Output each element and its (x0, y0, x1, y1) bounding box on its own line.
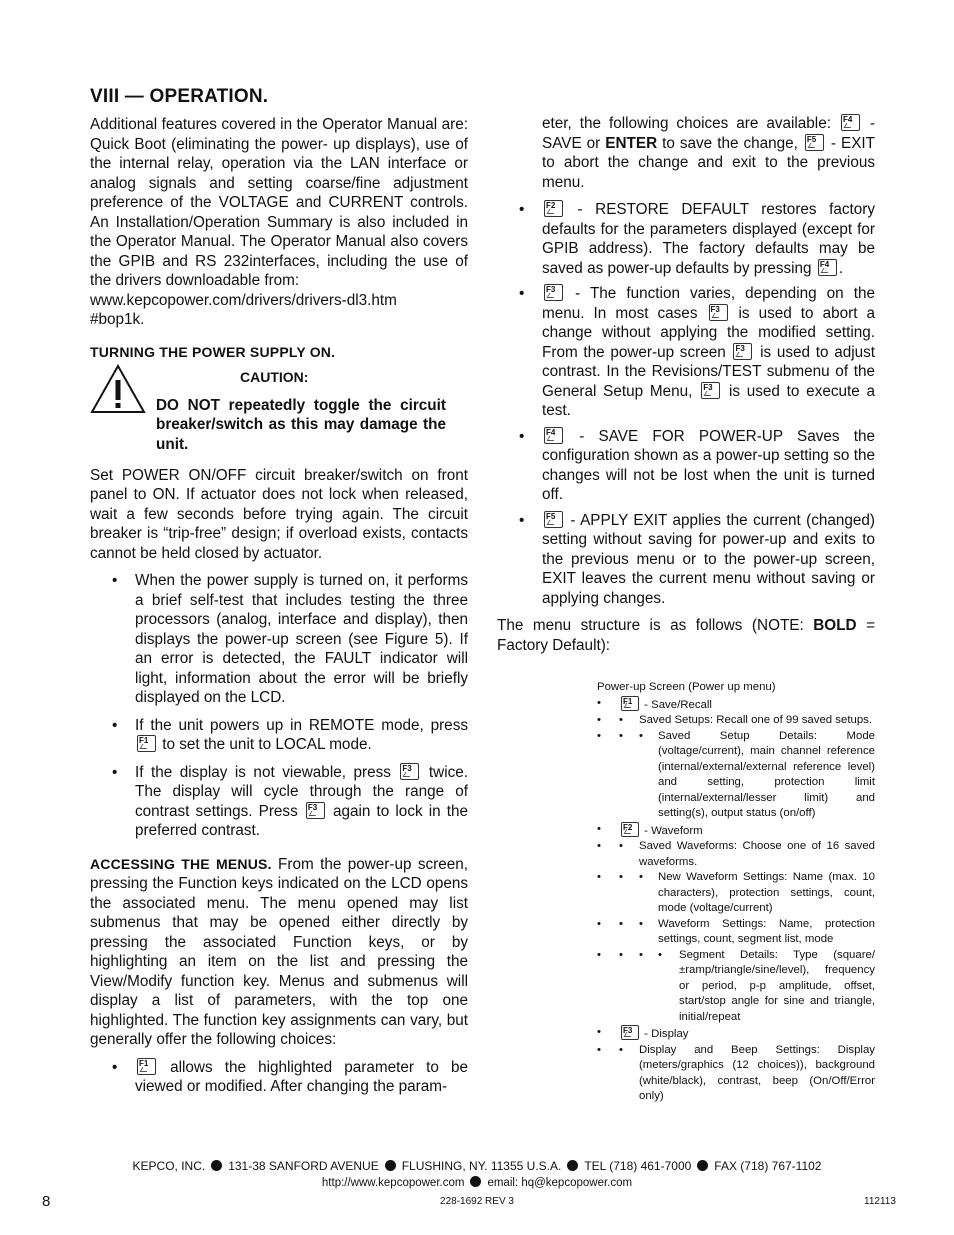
footer-address: 131-38 SANFORD AVENUE (228, 1159, 379, 1173)
accessing-heading: ACCESSING THE MENUS. (90, 855, 272, 872)
bullet-dot: • (619, 729, 623, 742)
bullet-dot: • (112, 1058, 118, 1076)
key-label: F3 (307, 802, 318, 812)
list-item (497, 511, 875, 609)
caution-block (90, 364, 468, 456)
footer-company: KEPCO, INC. (132, 1159, 206, 1173)
menu-item-f1 (597, 696, 875, 714)
bullet-text: to set the unit to LOCAL mode. (162, 736, 372, 753)
text: eter, the following choices are available: (542, 115, 831, 132)
text: to save the change, (662, 134, 798, 152)
bullet-dot: • (619, 714, 623, 726)
bullet-dot: • (597, 871, 601, 883)
f3-key-icon (400, 763, 419, 780)
bullet-dot: • (597, 729, 601, 742)
footer-code: 112113 (864, 1196, 896, 1207)
footer-city: FLUSHING, NY. 11355 U.S.A. (401, 1159, 562, 1173)
bullet-dot: • (639, 871, 643, 883)
key-label: F3 (546, 285, 556, 294)
bullet-dot: • (658, 948, 662, 961)
menu-item-new-waveform (597, 870, 875, 917)
bullet-dot: • (112, 716, 118, 734)
f1-key-icon (137, 735, 156, 752)
list-item (90, 763, 468, 841)
footer-doc-rev: 228-1692 REV 3 (440, 1196, 514, 1207)
bullet-dot: • (619, 948, 623, 961)
bullet-text: If the display is not viewable, press (135, 763, 391, 781)
menu-item-label: Saved Waveforms: Choose one of 16 saved waveforms. (639, 840, 875, 868)
enter-word: ENTER (605, 134, 658, 152)
footer-web-link[interactable]: http://www.kepcopower.com (321, 1177, 465, 1189)
key-label: F2 (623, 822, 633, 832)
f4-key-icon (818, 259, 837, 276)
list-item (90, 571, 468, 708)
bullet-text: twice. The display will cycle through the range of contrast settings. Press (135, 763, 469, 820)
turning-on-heading: TURNING THE POWER SUPPLY ON. (90, 343, 336, 360)
text: = Factory Default): (497, 617, 876, 654)
bullet-dot: • (519, 511, 525, 529)
f3-key-icon (306, 802, 325, 819)
separator-dot-icon (385, 1160, 396, 1171)
accessing-text: From the power-up screen, pressing the Function keys indicated on the LCD opens the associated menu. The menu opened may list submenus that may be opened either directly by pressing the associated Function keys, or by highlighting an item on the list and pressing the View/Modify function key. Menus and submenus will display a list of parameters, with the top one highlighted. The function key assignments can vary, but generally offer the following choices: (90, 855, 469, 1048)
bullet-dot: • (519, 201, 525, 218)
page-number: 8 (42, 1193, 51, 1210)
accessing-paragraph (90, 855, 468, 1050)
menu-item-f3 (597, 1025, 875, 1043)
key-label: F3 (703, 382, 713, 392)
footer-address-line (0, 1159, 954, 1173)
intro-paragraph: Additional features covered in the Operator Manual are: Quick Boot (eliminating the power- up displays), use of the internal relay, operation via the LAN interface or analog signals and setting coarse/fine adjustment preference of the VOLTAGE and CURRENT controls. An Installation/Operation Summary is also included in the Operator Manual. The Operator Manual also covers the GPIB and RS 232interfaces, including the use of the drivers downloadable from: (90, 116, 468, 289)
bullet-dot: • (597, 696, 601, 709)
bullet-dot: • (597, 917, 601, 930)
power-on-bullets (90, 571, 468, 841)
caution-label: CAUTION: (240, 368, 309, 385)
menu-structure-intro (497, 616, 875, 655)
bullet-text: - The function varies, depending on the menu. In most cases (542, 285, 876, 322)
bold-word: BOLD (813, 617, 857, 634)
menu-item-label: Waveform Settings: Name, protection settings, count, segment list, mode (658, 917, 875, 945)
bullet-text: is used to execute a test. (542, 382, 876, 419)
bullet-text: is used to adjust contrast. In the Revisions/TEST submenu of the General Setup Menu, (542, 343, 876, 400)
bullet-text: is used to abort a change without applying the modified setting. From the power-up screen (542, 304, 875, 361)
bullet-text: again to lock in the preferred contrast. (135, 802, 469, 839)
key-label: F4 (842, 115, 853, 124)
list-item (90, 1058, 468, 1097)
menu-item-f2 (597, 822, 875, 840)
bullet-dot: • (619, 1043, 623, 1056)
menu-item-label: - Save/Recall (644, 698, 712, 711)
key-label: F3 (623, 1026, 633, 1035)
menu-item-segment-details (597, 948, 875, 1026)
footer-fax: FAX (718) 767-1102 (714, 1159, 822, 1173)
key-label: F2 (546, 201, 556, 210)
menu-item-label: New Waveform Settings: Name (max. 10 characters), protection settings, count, mode (voltage/current) (658, 871, 875, 914)
key-label: F5 (806, 134, 817, 144)
section-heading: VIII — OPERATION. (90, 86, 269, 107)
bullet-dot: • (619, 917, 623, 930)
bullet-dot: • (597, 840, 601, 852)
bullet-dot: • (597, 714, 601, 726)
menu-item-label: - Display (644, 1028, 689, 1040)
f5-key-icon (805, 134, 824, 151)
bullet-text: When the power supply is turned on, it performs a brief self-test that includes testing the three processors (analog, interface and display), then displays the power-up screen (see Figure 5). If an error is detected, the FAULT indicator will light, information about the error will be briefly displayed on the LCD. (135, 572, 468, 706)
warning-triangle-icon (90, 364, 146, 414)
menu-item-label: Saved Setups: Recall one of 99 saved setups. (639, 714, 873, 726)
f2-key-icon (621, 822, 639, 837)
bullet-text: - SAVE FOR POWER-UP Saves the configuration shown as a power-up setting so the changes will not be lost when the unit is turned off. (542, 427, 875, 503)
menu-item-display-beep (597, 1043, 875, 1105)
separator-dot-icon (697, 1160, 708, 1171)
drivers-anchor: #bop1k. (90, 311, 145, 328)
list-item (497, 427, 875, 505)
bullet-text: - RESTORE DEFAULT restores factory defaults for the parameters displayed (except for GPIB address). The factory defaults may be saved as power-up defaults by pressing (542, 201, 875, 277)
accessing-bullets (90, 1058, 468, 1097)
bullet-dot: • (639, 917, 643, 930)
bullet-dot: • (639, 729, 643, 742)
bullet-dot: • (597, 1043, 601, 1056)
bullet-dot: • (112, 763, 118, 781)
bullet-dot: • (597, 1026, 601, 1038)
bullet-dot: • (519, 285, 525, 302)
list-item (90, 716, 468, 755)
f5-key-icon (544, 511, 563, 528)
f3-key-icon (701, 382, 720, 399)
f1-key-icon (137, 1058, 156, 1075)
key-label: F3 (735, 343, 745, 353)
footer-email-link[interactable]: email: hq@kepcopower.com (487, 1177, 633, 1189)
f4-key-icon (841, 114, 860, 131)
separator-dot-icon (567, 1160, 578, 1171)
separator-dot-icon (470, 1176, 481, 1187)
bullet-dot: • (619, 871, 623, 883)
menu-item-label: Display and Beep Settings: Display (meters/graphics (12 choices)), background (white/black), contrast, beep (On/Off/Error only) (639, 1043, 875, 1102)
separator-dot-icon (211, 1160, 222, 1171)
menu-item-label: Saved Setup Details: Mode (voltage/current), main channel reference (internal/external/external reference level) and setting, protection limit (internal/external/lesser limit) and setting(s), output status (on/off) (658, 729, 875, 819)
bullet-text: allows the highlighted parameter to be viewed or modified. After changing the param- (135, 1058, 468, 1095)
list-item (497, 284, 875, 421)
bullet-dot: • (519, 427, 525, 445)
menu-item-waveform-settings (597, 917, 875, 948)
bullet-dot: • (597, 948, 601, 961)
key-label: F5 (546, 511, 556, 521)
key-label: F3 (710, 304, 720, 314)
key-label: F1 (139, 1058, 149, 1068)
key-label: F4 (819, 259, 830, 269)
left-column (90, 86, 468, 1097)
bullet-text: . (838, 259, 844, 277)
bullet-dot: • (112, 572, 118, 589)
power-on-paragraph: Set POWER ON/OFF circuit breaker/switch on front panel to ON. If actuator does not lock when released, wait a few seconds before trying again. The circuit breaker is “trip-free” design; if overload exists, contacts cannot be held closed by actuator. (90, 466, 468, 562)
f1-key-icon (621, 696, 639, 711)
menu-tree (597, 680, 875, 1105)
menu-item-label: Segment Details: Type (square/±ramp/triangle/sine/level), frequency or period, p-p amplitude, offset, start/stop angle for sine and triangle, initial/repeat (679, 948, 875, 1023)
bullet-dot: • (619, 840, 623, 852)
f4-key-icon (544, 427, 563, 444)
bullet-dot: • (639, 948, 643, 961)
key-label: F4 (546, 427, 556, 437)
menu-item-label: - Waveform (644, 824, 703, 837)
menu-item-saved-setup-details (597, 729, 875, 822)
bullet-text: - APPLY EXIT applies the current (changed) setting without saving for power-up and exits to the previous menu or to the power-up screen, EXIT leaves the current menu without saving or applying changes. (542, 511, 876, 607)
f1-continuation (497, 114, 875, 192)
footer-tel: TEL (718) 461-7000 (584, 1159, 692, 1173)
text: - SAVE or (542, 115, 876, 152)
f3-key-icon (621, 1025, 639, 1040)
menu-item-saved-setups (597, 713, 875, 729)
f3-key-icon (709, 304, 728, 321)
f2-key-icon (544, 200, 563, 217)
text: The menu structure is as follows (NOTE: (497, 617, 804, 634)
menu-title: Power-up Screen (Power up menu) (597, 681, 776, 693)
right-column (497, 114, 875, 655)
f3-key-icon (544, 284, 563, 301)
key-label: F3 (402, 763, 412, 773)
menu-item-saved-waveforms (597, 839, 875, 870)
text: - EXIT to abort the change and exit to the previous menu. (542, 134, 875, 191)
key-label: F1 (139, 736, 149, 745)
footer-web-line (0, 1176, 954, 1189)
f3-key-icon (733, 343, 752, 360)
bullet-dot: • (597, 822, 601, 835)
caution-text: DO NOT repeatedly toggle the circuit breaker/switch as this may damage the unit. (156, 396, 446, 453)
list-item (497, 200, 875, 278)
function-key-bullets (497, 200, 875, 608)
key-label: F1 (623, 696, 633, 706)
drivers-url[interactable]: www.kepcopower.com/drivers/drivers-dl3.htm (90, 291, 397, 309)
bullet-text: If the unit powers up in REMOTE mode, press (135, 716, 468, 734)
